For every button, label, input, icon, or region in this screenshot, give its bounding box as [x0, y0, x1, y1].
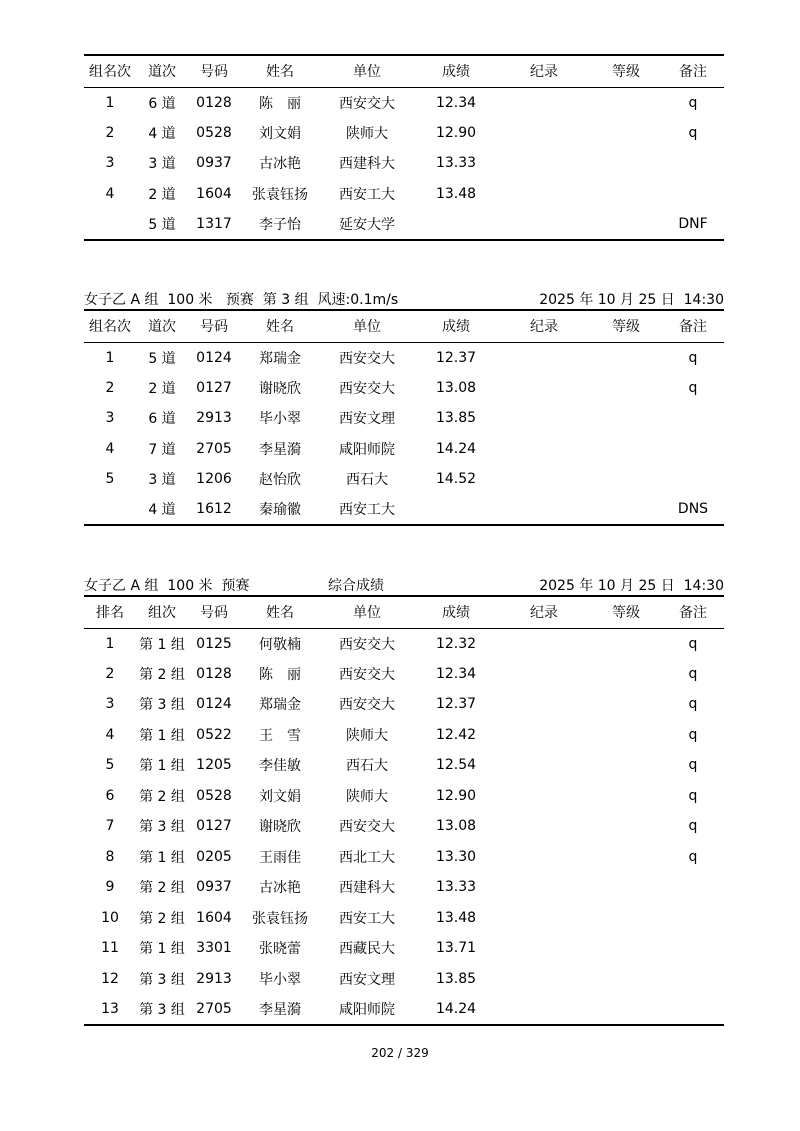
bib-cell: 0127	[196, 379, 232, 396]
heat3-title: 女子乙 A 组 100 米 预赛 第 3 组 风速:0.1m/s	[84, 292, 399, 308]
overall-caption	[84, 575, 724, 595]
column-header-record: 纪录	[530, 64, 558, 81]
note-cell: q	[688, 665, 698, 682]
result-cell: 13.85	[435, 970, 477, 987]
lane-cell: 第 3 组	[139, 1001, 185, 1018]
heat2-results-table	[84, 54, 724, 241]
rank-cell: 6	[105, 787, 115, 804]
bib-cell: 1205	[196, 757, 232, 774]
unit-cell: 陕师大	[346, 125, 388, 142]
bib-cell: 0128	[196, 665, 232, 682]
note-cell: q	[688, 787, 698, 804]
lane-cell: 3 道	[148, 472, 176, 489]
record-cell	[498, 434, 590, 465]
rank-cell: 2	[105, 124, 115, 141]
note-cell	[662, 464, 724, 495]
name-cell: 李子怡	[259, 216, 301, 233]
overall-results-table	[84, 595, 724, 1026]
table-row	[84, 495, 724, 526]
table-row	[84, 659, 724, 690]
record-cell	[498, 811, 590, 842]
heat2-section	[84, 54, 724, 241]
name-cell: 刘文娟	[259, 788, 301, 805]
name-cell: 王 雪	[259, 727, 301, 744]
column-header-name: 姓名	[266, 605, 294, 622]
column-header-result: 成绩	[442, 64, 470, 81]
grade-cell	[590, 403, 662, 434]
record-cell	[498, 209, 590, 240]
unit-cell: 西安交大	[339, 380, 395, 397]
grade-cell	[590, 994, 662, 1025]
overall-datetime: 2025 年 10 月 25 日 14:30	[539, 578, 724, 594]
unit-cell: 西建科大	[339, 156, 395, 173]
unit-cell: 咸阳师院	[339, 1001, 395, 1018]
bib-cell: 0124	[196, 696, 232, 713]
lane-cell: 5 道	[148, 350, 176, 367]
record-cell	[498, 659, 590, 690]
grade-cell	[590, 118, 662, 149]
result-cell: 12.37	[435, 349, 477, 366]
result-cell: 12.37	[435, 696, 477, 713]
record-cell	[498, 720, 590, 751]
unit-cell: 西安工大	[339, 502, 395, 519]
column-header-note: 备注	[679, 605, 707, 622]
unit-cell: 西安文理	[339, 411, 395, 428]
column-header-lane: 组次	[148, 605, 176, 622]
record-cell	[498, 87, 590, 118]
note-cell: q	[688, 757, 698, 774]
result-cell: 12.34	[435, 665, 477, 682]
rank-cell: 12	[101, 970, 119, 987]
name-cell: 秦瑜徽	[259, 502, 301, 519]
table-row	[84, 403, 724, 434]
grade-cell	[590, 628, 662, 659]
unit-cell: 西石大	[346, 472, 388, 489]
unit-cell: 延安大学	[339, 216, 395, 233]
note-cell: q	[688, 818, 698, 835]
heat3-results-table	[84, 309, 724, 526]
grade-cell	[590, 342, 662, 373]
column-header-rank: 排名	[96, 605, 124, 622]
note-cell: q	[688, 379, 698, 396]
record-cell	[498, 342, 590, 373]
column-header-bib: 号码	[200, 64, 228, 81]
column-header-bib: 号码	[200, 319, 228, 336]
page-number: 202 / 329	[371, 1046, 429, 1060]
column-header-name: 姓名	[266, 64, 294, 81]
unit-cell: 西安交大	[339, 819, 395, 836]
rank-cell: 3	[105, 410, 115, 427]
unit-cell: 西安工大	[339, 186, 395, 203]
result-cell: 13.85	[435, 410, 477, 427]
name-cell: 李佳敏	[259, 758, 301, 775]
rank-cell: 1	[105, 349, 115, 366]
record-cell	[498, 118, 590, 149]
lane-cell: 2 道	[148, 186, 176, 203]
name-cell: 张袁钰扬	[252, 186, 308, 203]
bib-cell: 2705	[196, 1000, 232, 1017]
table-row	[84, 994, 724, 1025]
bib-cell: 1604	[196, 185, 232, 202]
grade-cell	[590, 659, 662, 690]
grade-cell	[590, 495, 662, 526]
lane-cell: 第 3 组	[139, 697, 185, 714]
name-cell: 何敬楠	[259, 636, 301, 653]
grade-cell	[590, 842, 662, 873]
column-header-unit: 单位	[353, 64, 381, 81]
rank-cell: 9	[105, 879, 115, 896]
bib-cell: 0522	[196, 726, 232, 743]
unit-cell: 西石大	[346, 758, 388, 775]
heat3-caption	[84, 289, 724, 309]
record-cell	[498, 628, 590, 659]
rank-cell: 13	[101, 1000, 119, 1017]
bib-cell: 1206	[196, 471, 232, 488]
rank-cell: 4	[105, 185, 115, 202]
grade-cell	[590, 87, 662, 118]
record-cell	[498, 964, 590, 995]
rank-cell: 5	[105, 757, 115, 774]
rank-cell: 2	[105, 379, 115, 396]
unit-cell: 西安工大	[339, 910, 395, 927]
name-cell: 刘文娟	[259, 125, 301, 142]
bib-cell: 0937	[196, 155, 232, 172]
column-header-grade: 等级	[612, 319, 640, 336]
name-cell: 赵怡欣	[259, 472, 301, 489]
grade-cell	[590, 750, 662, 781]
bib-cell: 0528	[196, 124, 232, 141]
table-row	[84, 811, 724, 842]
lane-cell: 第 1 组	[139, 636, 185, 653]
column-header-lane: 道次	[148, 64, 176, 81]
column-header-name: 姓名	[266, 319, 294, 336]
table-row	[84, 842, 724, 873]
lane-cell: 第 1 组	[139, 849, 185, 866]
record-cell	[498, 903, 590, 934]
grade-cell	[590, 689, 662, 720]
result-cell: 14.24	[435, 1000, 477, 1017]
note-cell	[662, 148, 724, 179]
bib-cell: 0528	[196, 787, 232, 804]
note-cell	[662, 994, 724, 1025]
note-cell: q	[688, 696, 698, 713]
name-cell: 李星漪	[259, 1001, 301, 1018]
table-row	[84, 964, 724, 995]
result-cell: 13.08	[435, 379, 477, 396]
rank-cell: 4	[105, 440, 115, 457]
unit-cell: 西安交大	[339, 350, 395, 367]
table-row	[84, 434, 724, 465]
record-cell	[498, 373, 590, 404]
column-header-bib: 号码	[200, 605, 228, 622]
bib-cell: 0205	[196, 848, 232, 865]
rank-cell: 1	[105, 94, 115, 111]
table-row	[84, 373, 724, 404]
lane-cell: 7 道	[148, 441, 176, 458]
result-cell: 12.34	[435, 94, 477, 111]
rank-cell: 8	[105, 848, 115, 865]
bib-cell: 0128	[196, 94, 232, 111]
record-cell	[498, 781, 590, 812]
record-cell	[498, 872, 590, 903]
unit-cell: 西北工大	[339, 849, 395, 866]
column-header-rank: 组名次	[89, 64, 131, 81]
name-cell: 郑瑞金	[259, 697, 301, 714]
table-header-row	[84, 596, 724, 628]
result-cell: 13.08	[435, 818, 477, 835]
grade-cell	[590, 903, 662, 934]
grade-cell	[590, 872, 662, 903]
record-cell	[498, 842, 590, 873]
record-cell	[498, 933, 590, 964]
bib-cell: 1612	[196, 501, 232, 518]
lane-cell: 第 2 组	[139, 910, 185, 927]
unit-cell: 西安交大	[339, 636, 395, 653]
unit-cell: 西藏民大	[339, 941, 395, 958]
grade-cell	[590, 933, 662, 964]
table-row	[84, 342, 724, 373]
note-cell	[662, 933, 724, 964]
column-header-lane: 道次	[148, 319, 176, 336]
overall-section	[84, 575, 724, 1026]
lane-cell: 第 3 组	[139, 819, 185, 836]
grade-cell	[590, 464, 662, 495]
record-cell	[498, 750, 590, 781]
lane-cell: 4 道	[148, 502, 176, 519]
table-row	[84, 720, 724, 751]
result-cell	[414, 495, 498, 526]
rank-cell: 10	[101, 909, 119, 926]
heat3-section	[84, 289, 724, 526]
result-cell: 13.33	[435, 155, 477, 172]
unit-cell: 陕师大	[346, 727, 388, 744]
name-cell: 古冰艳	[259, 156, 301, 173]
table-row	[84, 87, 724, 118]
note-cell	[662, 964, 724, 995]
note-cell: q	[688, 94, 698, 111]
note-cell: DNF	[678, 215, 708, 232]
result-cell: 13.33	[435, 879, 477, 896]
note-cell	[662, 179, 724, 210]
column-header-record: 纪录	[530, 319, 558, 336]
record-cell	[498, 464, 590, 495]
column-header-note: 备注	[679, 319, 707, 336]
bib-cell: 0937	[196, 879, 232, 896]
note-cell	[662, 403, 724, 434]
unit-cell: 西建科大	[339, 880, 395, 897]
result-cell: 12.32	[435, 635, 477, 652]
unit-cell: 咸阳师院	[339, 441, 395, 458]
column-header-result: 成绩	[442, 605, 470, 622]
grade-cell	[590, 720, 662, 751]
bib-cell: 3301	[196, 940, 232, 957]
note-cell	[662, 903, 724, 934]
result-cell: 12.42	[435, 726, 477, 743]
column-header-grade: 等级	[612, 605, 640, 622]
table-row	[84, 933, 724, 964]
grade-cell	[590, 179, 662, 210]
result-cell	[414, 209, 498, 240]
note-cell: DNS	[677, 501, 709, 518]
result-cell: 12.54	[435, 757, 477, 774]
table-row	[84, 689, 724, 720]
lane-cell: 第 2 组	[139, 880, 185, 897]
rank-cell: 3	[105, 155, 115, 172]
name-cell: 陈 丽	[259, 666, 301, 683]
record-cell	[498, 403, 590, 434]
grade-cell	[590, 964, 662, 995]
lane-cell: 4 道	[148, 125, 176, 142]
table-row	[84, 872, 724, 903]
unit-cell: 西安交大	[339, 95, 395, 112]
table-row	[84, 628, 724, 659]
grade-cell	[590, 811, 662, 842]
name-cell: 张晓蕾	[259, 941, 301, 958]
rank-cell: 2	[105, 665, 115, 682]
unit-cell: 陕师大	[346, 788, 388, 805]
name-cell: 毕小翠	[259, 411, 301, 428]
result-cell: 13.48	[435, 909, 477, 926]
record-cell	[498, 689, 590, 720]
table-row	[84, 750, 724, 781]
grade-cell	[590, 373, 662, 404]
record-cell	[498, 495, 590, 526]
name-cell: 李星漪	[259, 441, 301, 458]
bib-cell: 1317	[196, 215, 232, 232]
rank-cell: 7	[105, 818, 115, 835]
record-cell	[498, 994, 590, 1025]
lane-cell: 5 道	[148, 216, 176, 233]
unit-cell: 西安文理	[339, 971, 395, 988]
rank-cell: 4	[105, 726, 115, 743]
table-header-row	[84, 55, 724, 87]
record-cell	[498, 179, 590, 210]
note-cell: q	[688, 848, 698, 865]
result-cell: 14.52	[435, 471, 477, 488]
rank-cell: 1	[105, 635, 115, 652]
rank-cell: 3	[105, 696, 115, 713]
unit-cell: 西安交大	[339, 666, 395, 683]
result-cell: 14.24	[435, 440, 477, 457]
lane-cell: 6 道	[148, 411, 176, 428]
lane-cell: 第 3 组	[139, 971, 185, 988]
lane-cell: 第 1 组	[139, 941, 185, 958]
name-cell: 王雨佳	[259, 849, 301, 866]
column-header-record: 纪录	[530, 605, 558, 622]
grade-cell	[590, 148, 662, 179]
note-cell: q	[688, 349, 698, 366]
name-cell: 郑瑞金	[259, 350, 301, 367]
table-row	[84, 781, 724, 812]
note-cell	[662, 434, 724, 465]
lane-cell: 第 1 组	[139, 727, 185, 744]
name-cell: 古冰艳	[259, 880, 301, 897]
unit-cell: 西安交大	[339, 697, 395, 714]
lane-cell: 第 1 组	[139, 758, 185, 775]
lane-cell: 3 道	[148, 156, 176, 173]
column-header-note: 备注	[679, 64, 707, 81]
column-header-result: 成绩	[442, 319, 470, 336]
table-row	[84, 118, 724, 149]
name-cell: 陈 丽	[259, 95, 301, 112]
column-header-unit: 单位	[353, 605, 381, 622]
bib-cell: 2913	[196, 410, 232, 427]
rank-cell	[84, 495, 136, 526]
table-header-row	[84, 310, 724, 342]
column-header-unit: 单位	[353, 319, 381, 336]
column-header-grade: 等级	[612, 64, 640, 81]
bib-cell: 2705	[196, 440, 232, 457]
table-row	[84, 464, 724, 495]
rank-cell: 5	[105, 471, 115, 488]
lane-cell: 第 2 组	[139, 788, 185, 805]
overall-title: 女子乙 A 组 100 米 预赛	[84, 578, 250, 594]
grade-cell	[590, 209, 662, 240]
heat3-datetime: 2025 年 10 月 25 日 14:30	[539, 292, 724, 308]
name-cell: 毕小翠	[259, 971, 301, 988]
bib-cell: 2913	[196, 970, 232, 987]
result-cell: 13.71	[435, 940, 477, 957]
table-row	[84, 148, 724, 179]
grade-cell	[590, 781, 662, 812]
lane-cell: 第 2 组	[139, 666, 185, 683]
lane-cell: 6 道	[148, 95, 176, 112]
table-row	[84, 209, 724, 240]
column-header-rank: 组名次	[89, 319, 131, 336]
bib-cell: 0125	[196, 635, 232, 652]
name-cell: 谢晓欣	[259, 819, 301, 836]
record-cell	[498, 148, 590, 179]
result-cell: 13.30	[435, 848, 477, 865]
note-cell: q	[688, 124, 698, 141]
rank-cell	[84, 209, 136, 240]
table-row	[84, 179, 724, 210]
name-cell: 张袁钰扬	[252, 910, 308, 927]
grade-cell	[590, 434, 662, 465]
result-cell: 13.48	[435, 185, 477, 202]
overall-subtitle: 综合成绩	[328, 578, 384, 594]
lane-cell: 2 道	[148, 380, 176, 397]
bib-cell: 0127	[196, 818, 232, 835]
rank-cell: 11	[101, 940, 119, 957]
note-cell: q	[688, 726, 698, 743]
note-cell	[662, 872, 724, 903]
note-cell: q	[688, 635, 698, 652]
table-row	[84, 903, 724, 934]
result-cell: 12.90	[435, 787, 477, 804]
bib-cell: 0124	[196, 349, 232, 366]
result-cell: 12.90	[435, 124, 477, 141]
name-cell: 谢晓欣	[259, 380, 301, 397]
bib-cell: 1604	[196, 909, 232, 926]
